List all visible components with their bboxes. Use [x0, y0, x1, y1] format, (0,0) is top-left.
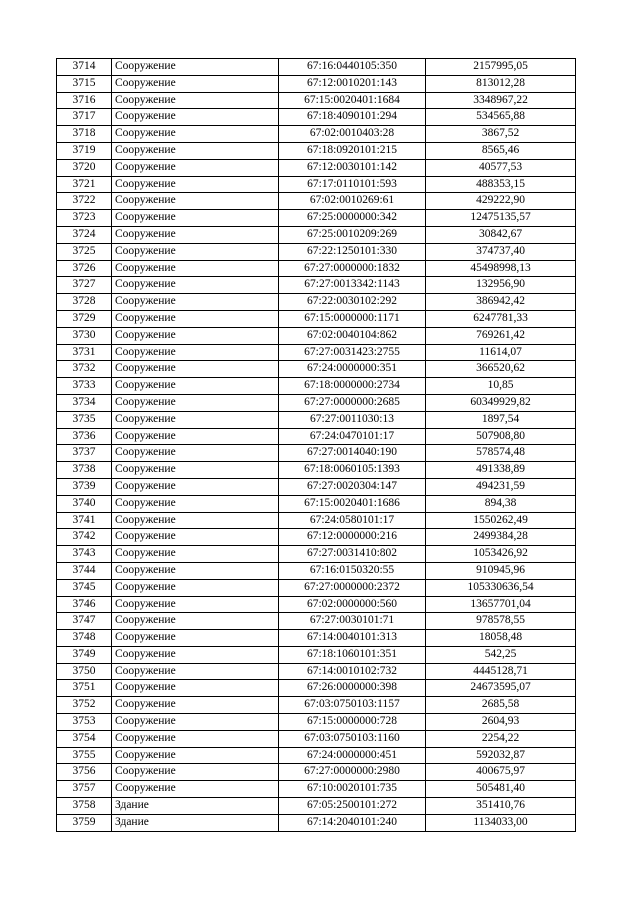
row-number-cell: 3732 [57, 361, 112, 378]
table-row [57, 697, 576, 714]
cadastral-value-cell: 592032,87 [426, 747, 576, 764]
row-number-cell: 3754 [57, 730, 112, 747]
row-number-cell: 3758 [57, 798, 112, 815]
cadastral-number-cell: 67:05:2500101:272 [279, 798, 426, 815]
row-number-cell: 3741 [57, 512, 112, 529]
table-row [57, 193, 576, 210]
cadastral-value-cell: 494231,59 [426, 478, 576, 495]
cadastral-number-cell: 67:27:0000000:1832 [279, 260, 426, 277]
object-type-cell: Сооружение [112, 92, 279, 109]
object-type-cell: Сооружение [112, 747, 279, 764]
row-number-cell: 3751 [57, 680, 112, 697]
cadastral-number-cell: 67:24:0000000:351 [279, 361, 426, 378]
cadastral-number-cell: 67:15:0000000:1171 [279, 310, 426, 327]
cadastral-number-cell: 67:18:0060105:1393 [279, 462, 426, 479]
row-number-cell: 3745 [57, 579, 112, 596]
table-row [57, 445, 576, 462]
cadastral-value-cell: 351410,76 [426, 798, 576, 815]
cadastral-number-cell: 67:14:2040101:240 [279, 814, 426, 831]
cadastral-number-cell: 67:17:0110101:593 [279, 176, 426, 193]
table-row [57, 344, 576, 361]
cadastral-number-cell: 67:24:0470101:17 [279, 428, 426, 445]
table-row [57, 226, 576, 243]
row-number-cell: 3744 [57, 562, 112, 579]
row-number-cell: 3759 [57, 814, 112, 831]
cadastral-value-cell: 132956,90 [426, 277, 576, 294]
row-number-cell: 3742 [57, 529, 112, 546]
cadastral-value-cell: 366520,62 [426, 361, 576, 378]
table-row [57, 243, 576, 260]
row-number-cell: 3726 [57, 260, 112, 277]
cadastral-number-cell: 67:27:0031423:2755 [279, 344, 426, 361]
object-type-cell: Сооружение [112, 478, 279, 495]
row-number-cell: 3721 [57, 176, 112, 193]
cadastral-number-cell: 67:15:0020401:1684 [279, 92, 426, 109]
table-row [57, 730, 576, 747]
object-type-cell: Сооружение [112, 159, 279, 176]
cadastral-value-cell: 8565,46 [426, 142, 576, 159]
cadastral-value-cell: 910945,96 [426, 562, 576, 579]
cadastral-value-cell: 60349929,82 [426, 394, 576, 411]
object-type-cell: Сооружение [112, 579, 279, 596]
cadastral-number-cell: 67:27:0030101:71 [279, 613, 426, 630]
row-number-cell: 3747 [57, 613, 112, 630]
object-type-cell: Здание [112, 798, 279, 815]
cadastral-number-cell: 67:14:0010102:732 [279, 663, 426, 680]
object-type-cell: Сооружение [112, 764, 279, 781]
cadastral-value-cell: 10,85 [426, 378, 576, 395]
object-type-cell: Здание [112, 814, 279, 831]
cadastral-value-cell: 374737,40 [426, 243, 576, 260]
table-row [57, 478, 576, 495]
cadastral-number-cell: 67:27:0013342:1143 [279, 277, 426, 294]
row-number-cell: 3752 [57, 697, 112, 714]
object-type-cell: Сооружение [112, 462, 279, 479]
table-row [57, 378, 576, 395]
table-row [57, 596, 576, 613]
table-row [57, 176, 576, 193]
table-row [57, 714, 576, 731]
cadastral-value-cell: 534565,88 [426, 109, 576, 126]
cadastral-number-cell: 67:27:0031410:802 [279, 546, 426, 563]
cadastral-value-cell: 3867,52 [426, 126, 576, 143]
row-number-cell: 3757 [57, 781, 112, 798]
row-number-cell: 3739 [57, 478, 112, 495]
object-type-cell: Сооружение [112, 75, 279, 92]
cadastral-number-cell: 67:27:0000000:2372 [279, 579, 426, 596]
cadastral-value-cell: 488353,15 [426, 176, 576, 193]
cadastral-value-cell: 542,25 [426, 646, 576, 663]
object-type-cell: Сооружение [112, 310, 279, 327]
cadastral-value-cell: 45498998,13 [426, 260, 576, 277]
cadastral-value-cell: 24673595,07 [426, 680, 576, 697]
cadastral-number-cell: 67:18:0920101:215 [279, 142, 426, 159]
row-number-cell: 3728 [57, 294, 112, 311]
object-type-cell: Сооружение [112, 176, 279, 193]
cadastral-number-cell: 67:02:0040104:862 [279, 327, 426, 344]
row-number-cell: 3740 [57, 495, 112, 512]
object-type-cell: Сооружение [112, 126, 279, 143]
row-number-cell: 3737 [57, 445, 112, 462]
table-row [57, 411, 576, 428]
table-row [57, 462, 576, 479]
table-row [57, 260, 576, 277]
cadastral-number-cell: 67:02:0000000:560 [279, 596, 426, 613]
table-row [57, 546, 576, 563]
object-type-cell: Сооружение [112, 445, 279, 462]
table-row [57, 428, 576, 445]
row-number-cell: 3730 [57, 327, 112, 344]
cadastral-value-cell: 105330636,54 [426, 579, 576, 596]
table-row [57, 579, 576, 596]
table-row [57, 126, 576, 143]
table-row [57, 361, 576, 378]
table-row [57, 814, 576, 831]
object-type-cell: Сооружение [112, 210, 279, 227]
object-type-cell: Сооружение [112, 226, 279, 243]
cadastral-value-cell: 813012,28 [426, 75, 576, 92]
cadastral-number-cell: 67:18:4090101:294 [279, 109, 426, 126]
cadastral-value-cell: 400675,97 [426, 764, 576, 781]
cadastral-value-cell: 3348967,22 [426, 92, 576, 109]
cadastral-value-cell: 507908,80 [426, 428, 576, 445]
row-number-cell: 3724 [57, 226, 112, 243]
cadastral-value-cell: 1053426,92 [426, 546, 576, 563]
cadastral-value-cell: 40577,53 [426, 159, 576, 176]
row-number-cell: 3748 [57, 630, 112, 647]
cadastral-number-cell: 67:24:0000000:451 [279, 747, 426, 764]
cadastral-number-cell: 67:12:0030101:142 [279, 159, 426, 176]
cadastral-number-cell: 67:27:0000000:2980 [279, 764, 426, 781]
table-row [57, 798, 576, 815]
table-row [57, 310, 576, 327]
object-type-cell: Сооружение [112, 344, 279, 361]
table-row [57, 294, 576, 311]
row-number-cell: 3756 [57, 764, 112, 781]
row-number-cell: 3718 [57, 126, 112, 143]
cadastral-number-cell: 67:18:0000000:2734 [279, 378, 426, 395]
cadastral-number-cell: 67:22:0030102:292 [279, 294, 426, 311]
table-row [57, 562, 576, 579]
cadastral-value-cell: 6247781,33 [426, 310, 576, 327]
object-type-cell: Сооружение [112, 697, 279, 714]
table-row [57, 613, 576, 630]
object-type-cell: Сооружение [112, 646, 279, 663]
object-type-cell: Сооружение [112, 781, 279, 798]
object-type-cell: Сооружение [112, 411, 279, 428]
cadastral-value-cell: 429222,90 [426, 193, 576, 210]
cadastral-number-cell: 67:12:0010201:143 [279, 75, 426, 92]
row-number-cell: 3733 [57, 378, 112, 395]
table-row [57, 646, 576, 663]
object-type-cell: Сооружение [112, 59, 279, 76]
table-row [57, 142, 576, 159]
table-row [57, 159, 576, 176]
table-row [57, 394, 576, 411]
cadastral-value-cell: 505481,40 [426, 781, 576, 798]
cadastral-number-cell: 67:25:0000000:342 [279, 210, 426, 227]
cadastral-number-cell: 67:03:0750103:1160 [279, 730, 426, 747]
table-row [57, 277, 576, 294]
table-row [57, 59, 576, 76]
registry-table [56, 58, 576, 832]
table-row [57, 327, 576, 344]
table-row [57, 512, 576, 529]
cadastral-value-cell: 13657701,04 [426, 596, 576, 613]
cadastral-value-cell: 30842,67 [426, 226, 576, 243]
cadastral-value-cell: 386942,42 [426, 294, 576, 311]
object-type-cell: Сооружение [112, 428, 279, 445]
row-number-cell: 3749 [57, 646, 112, 663]
row-number-cell: 3725 [57, 243, 112, 260]
row-number-cell: 3723 [57, 210, 112, 227]
row-number-cell: 3715 [57, 75, 112, 92]
cadastral-number-cell: 67:27:0000000:2685 [279, 394, 426, 411]
cadastral-value-cell: 2604,93 [426, 714, 576, 731]
cadastral-value-cell: 1897,54 [426, 411, 576, 428]
table-row [57, 109, 576, 126]
cadastral-number-cell: 67:14:0040101:313 [279, 630, 426, 647]
row-number-cell: 3722 [57, 193, 112, 210]
table-row [57, 630, 576, 647]
cadastral-value-cell: 4445128,71 [426, 663, 576, 680]
table-row [57, 764, 576, 781]
cadastral-number-cell: 67:15:0020401:1686 [279, 495, 426, 512]
cadastral-value-cell: 1134033,00 [426, 814, 576, 831]
registry-table-body [57, 59, 576, 832]
table-row [57, 781, 576, 798]
cadastral-number-cell: 67:02:0010269:61 [279, 193, 426, 210]
row-number-cell: 3734 [57, 394, 112, 411]
cadastral-number-cell: 67:25:0010209:269 [279, 226, 426, 243]
row-number-cell: 3746 [57, 596, 112, 613]
cadastral-value-cell: 12475135,57 [426, 210, 576, 227]
row-number-cell: 3731 [57, 344, 112, 361]
object-type-cell: Сооружение [112, 714, 279, 731]
row-number-cell: 3735 [57, 411, 112, 428]
object-type-cell: Сооружение [112, 630, 279, 647]
row-number-cell: 3729 [57, 310, 112, 327]
cadastral-value-cell: 2254,22 [426, 730, 576, 747]
row-number-cell: 3750 [57, 663, 112, 680]
cadastral-value-cell: 11614,07 [426, 344, 576, 361]
row-number-cell: 3720 [57, 159, 112, 176]
row-number-cell: 3736 [57, 428, 112, 445]
cadastral-number-cell: 67:26:0000000:398 [279, 680, 426, 697]
object-type-cell: Сооружение [112, 361, 279, 378]
row-number-cell: 3738 [57, 462, 112, 479]
object-type-cell: Сооружение [112, 663, 279, 680]
object-type-cell: Сооружение [112, 193, 279, 210]
cadastral-value-cell: 578574,48 [426, 445, 576, 462]
cadastral-number-cell: 67:27:0011030:13 [279, 411, 426, 428]
object-type-cell: Сооружение [112, 243, 279, 260]
object-type-cell: Сооружение [112, 378, 279, 395]
cadastral-number-cell: 67:27:0020304:147 [279, 478, 426, 495]
cadastral-number-cell: 67:22:1250101:330 [279, 243, 426, 260]
cadastral-value-cell: 2157995,05 [426, 59, 576, 76]
object-type-cell: Сооружение [112, 294, 279, 311]
object-type-cell: Сооружение [112, 109, 279, 126]
row-number-cell: 3755 [57, 747, 112, 764]
row-number-cell: 3717 [57, 109, 112, 126]
cadastral-number-cell: 67:24:0580101:17 [279, 512, 426, 529]
cadastral-value-cell: 978578,55 [426, 613, 576, 630]
cadastral-value-cell: 769261,42 [426, 327, 576, 344]
cadastral-value-cell: 2499384,28 [426, 529, 576, 546]
object-type-cell: Сооружение [112, 495, 279, 512]
table-row [57, 92, 576, 109]
row-number-cell: 3727 [57, 277, 112, 294]
object-type-cell: Сооружение [112, 546, 279, 563]
table-row [57, 663, 576, 680]
row-number-cell: 3719 [57, 142, 112, 159]
cadastral-number-cell: 67:16:0150320:55 [279, 562, 426, 579]
object-type-cell: Сооружение [112, 394, 279, 411]
cadastral-number-cell: 67:10:0020101:735 [279, 781, 426, 798]
cadastral-value-cell: 894,38 [426, 495, 576, 512]
cadastral-number-cell: 67:27:0014040:190 [279, 445, 426, 462]
cadastral-value-cell: 18058,48 [426, 630, 576, 647]
object-type-cell: Сооружение [112, 512, 279, 529]
object-type-cell: Сооружение [112, 562, 279, 579]
row-number-cell: 3743 [57, 546, 112, 563]
table-row [57, 210, 576, 227]
row-number-cell: 3714 [57, 59, 112, 76]
cadastral-value-cell: 491338,89 [426, 462, 576, 479]
object-type-cell: Сооружение [112, 613, 279, 630]
object-type-cell: Сооружение [112, 596, 279, 613]
cadastral-number-cell: 67:16:0440105:350 [279, 59, 426, 76]
table-row [57, 495, 576, 512]
cadastral-value-cell: 1550262,49 [426, 512, 576, 529]
table-row [57, 75, 576, 92]
cadastral-number-cell: 67:02:0010403:28 [279, 126, 426, 143]
row-number-cell: 3716 [57, 92, 112, 109]
cadastral-number-cell: 67:12:0000000:216 [279, 529, 426, 546]
object-type-cell: Сооружение [112, 680, 279, 697]
table-row [57, 680, 576, 697]
cadastral-value-cell: 2685,58 [426, 697, 576, 714]
cadastral-number-cell: 67:15:0000000:728 [279, 714, 426, 731]
table-row [57, 529, 576, 546]
object-type-cell: Сооружение [112, 277, 279, 294]
object-type-cell: Сооружение [112, 142, 279, 159]
object-type-cell: Сооружение [112, 730, 279, 747]
object-type-cell: Сооружение [112, 327, 279, 344]
table-row [57, 747, 576, 764]
cadastral-number-cell: 67:03:0750103:1157 [279, 697, 426, 714]
object-type-cell: Сооружение [112, 529, 279, 546]
cadastral-number-cell: 67:18:1060101:351 [279, 646, 426, 663]
object-type-cell: Сооружение [112, 260, 279, 277]
row-number-cell: 3753 [57, 714, 112, 731]
